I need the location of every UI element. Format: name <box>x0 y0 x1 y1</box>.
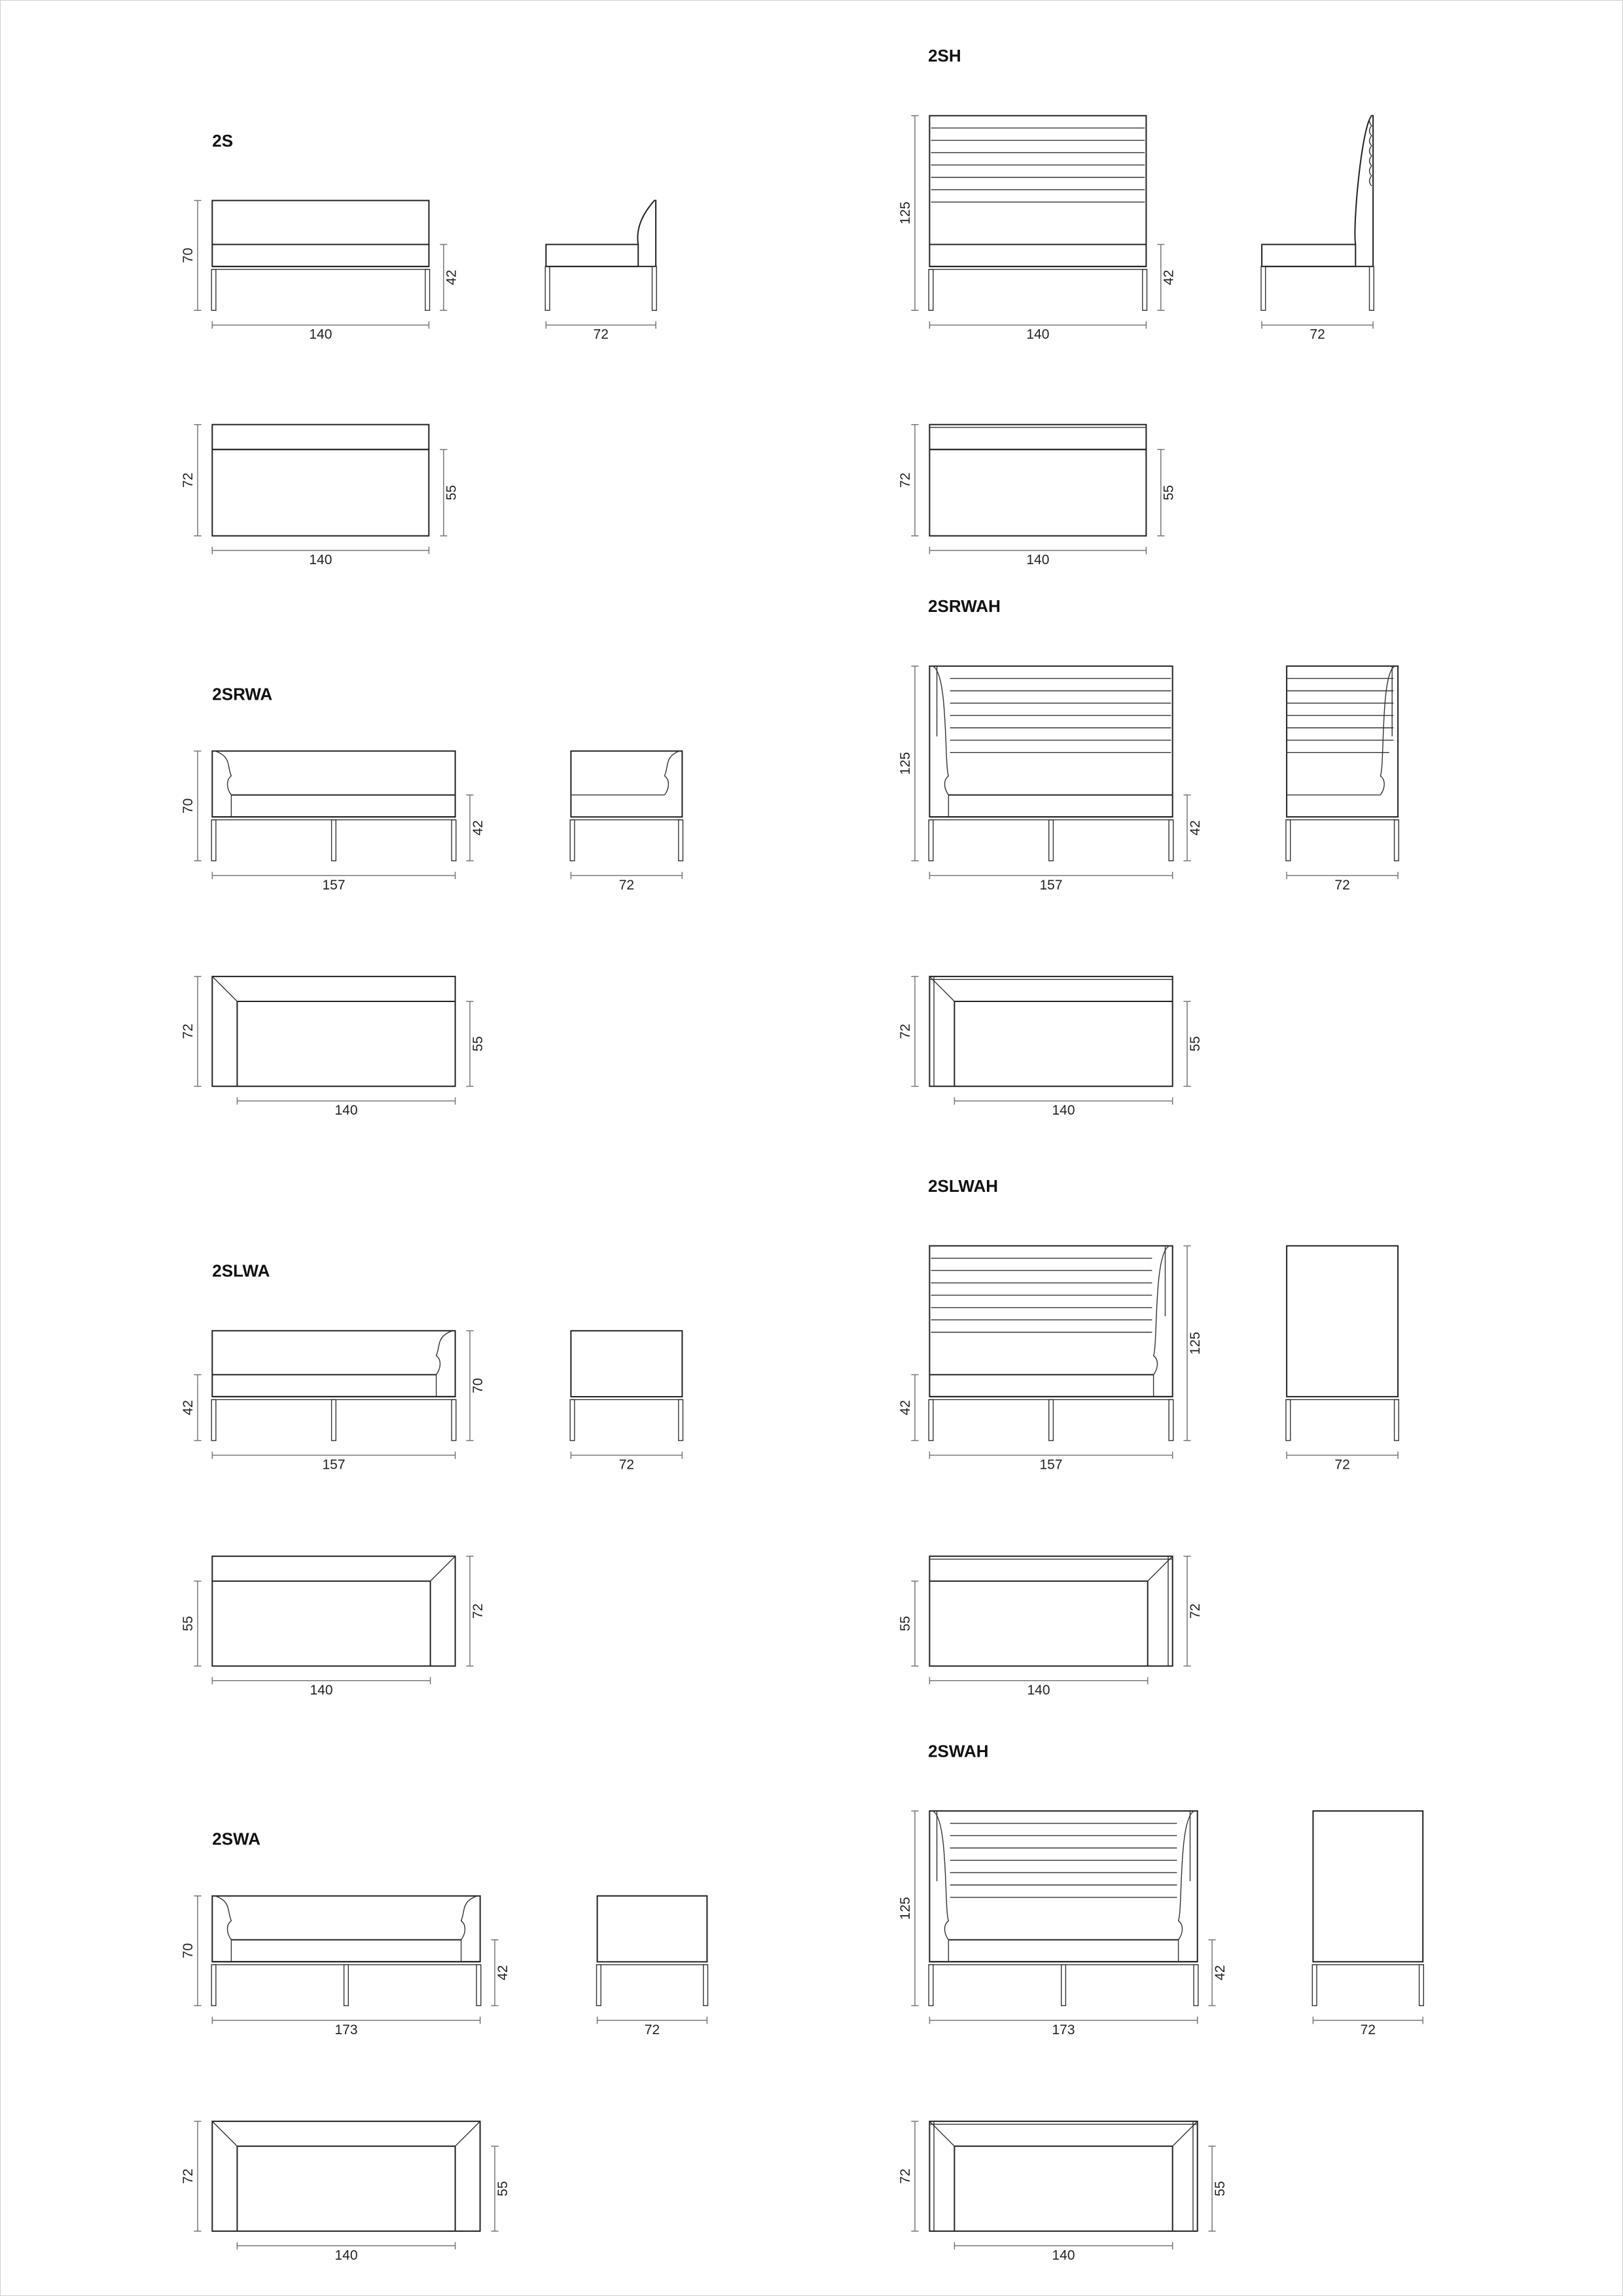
top-outline <box>212 2121 480 2231</box>
top-width-dimension: 140 <box>1026 552 1050 568</box>
top-view <box>181 2121 510 2263</box>
leg <box>1049 1399 1054 1441</box>
side-depth-dimension: 72 <box>1360 2022 1376 2037</box>
seat-depth-dimension: 55 <box>1188 1036 1204 1052</box>
leg <box>929 1965 933 2006</box>
leg <box>1061 1965 1066 2006</box>
top-outline <box>929 1556 1172 1666</box>
leg <box>425 270 430 311</box>
top-width-dimension: 140 <box>1027 1683 1050 1698</box>
top-width-dimension: 140 <box>1052 2248 1075 2263</box>
side-view <box>1261 116 1374 342</box>
body-outline <box>929 1246 1172 1397</box>
leg <box>929 270 933 311</box>
top-view <box>181 977 486 1118</box>
leg <box>1169 1399 1173 1441</box>
side-leg <box>1261 266 1266 310</box>
model-title: 2SLWAH <box>928 1175 999 1196</box>
seat-height-dimension: 42 <box>1188 820 1204 836</box>
total-height-dimension: 70 <box>181 1943 196 1959</box>
side-depth-dimension: 72 <box>1334 877 1350 893</box>
leg <box>211 1965 216 2006</box>
seat-depth-dimension: 55 <box>898 1615 914 1632</box>
front-width-dimension: 157 <box>322 1457 346 1473</box>
side-leg <box>652 266 657 310</box>
seat-depth-dimension: 55 <box>495 2181 511 2197</box>
side-view <box>1312 1811 1423 2037</box>
armrest-curve <box>461 1896 478 1940</box>
side-backrest <box>637 200 656 266</box>
armrest-curve <box>933 666 949 795</box>
body-outline <box>929 666 1172 817</box>
side-leg <box>597 1965 601 2006</box>
side-leg <box>1312 1965 1317 2006</box>
side-depth-dimension: 72 <box>618 1457 635 1473</box>
top-view <box>181 425 459 568</box>
top-outline <box>212 977 455 1086</box>
side-view <box>1286 666 1399 893</box>
top-outline <box>929 2121 1197 2231</box>
front-view <box>898 666 1203 893</box>
model-2sh <box>898 46 1374 567</box>
side-leg <box>679 820 683 861</box>
side-seat <box>1262 245 1355 267</box>
total-height-dimension: 125 <box>898 1897 914 1920</box>
top-depth-dimension: 72 <box>181 473 196 488</box>
front-width-dimension: 173 <box>334 2022 358 2037</box>
front-view <box>181 751 486 893</box>
leg <box>452 820 456 861</box>
side-leg <box>1370 266 1374 310</box>
leg <box>929 1399 933 1441</box>
side-leg <box>1286 820 1291 861</box>
model-title: 2SRWA <box>212 684 273 704</box>
seat-depth-dimension: 55 <box>1161 485 1177 501</box>
side-seat <box>546 245 638 267</box>
model-2srwah <box>898 596 1399 1118</box>
side-slat-profile <box>1370 116 1372 186</box>
seat-height-dimension: 42 <box>1161 270 1177 285</box>
top-depth-dimension: 72 <box>898 2168 914 2184</box>
side-leg <box>679 1399 683 1441</box>
side-view <box>597 1896 708 2037</box>
front-view <box>898 1246 1203 1473</box>
seat-depth-dimension: 55 <box>1213 2181 1228 2197</box>
side-outline <box>1313 1811 1423 1962</box>
model-title: 2S <box>212 130 234 151</box>
side-leg <box>570 1399 575 1441</box>
top-arm-diagonal <box>212 977 237 1001</box>
leg <box>1143 270 1147 311</box>
side-outline <box>571 751 682 817</box>
body-outline <box>929 1811 1197 1962</box>
top-arm-diagonal <box>1173 2121 1198 2146</box>
side-leg <box>570 820 575 861</box>
model-2slwa <box>181 1261 683 1698</box>
front-width-dimension: 140 <box>309 327 332 342</box>
total-height-dimension: 70 <box>181 247 196 263</box>
total-height-dimension: 125 <box>898 201 914 225</box>
leg <box>211 1399 216 1441</box>
front-view <box>898 116 1177 342</box>
body-outline <box>212 200 429 266</box>
model-title: 2SRWAH <box>928 596 1001 617</box>
leg <box>332 1399 336 1441</box>
side-depth-dimension: 72 <box>618 877 635 893</box>
top-view <box>898 977 1203 1118</box>
top-depth-dimension: 72 <box>898 1024 914 1039</box>
top-view <box>181 1556 486 1698</box>
seat-height-dimension: 42 <box>898 1400 914 1416</box>
top-arm-diagonal <box>212 2121 237 2146</box>
top-width-dimension: 140 <box>309 552 332 568</box>
model-title: 2SH <box>928 46 961 66</box>
side-view <box>570 1331 683 1472</box>
total-height-dimension: 125 <box>898 751 914 776</box>
armrest-curve <box>437 1331 453 1374</box>
leg <box>476 1965 481 2006</box>
leg <box>211 270 216 311</box>
side-view <box>570 751 683 893</box>
model-title: 2SLWA <box>212 1261 270 1281</box>
seat-height-dimension: 42 <box>444 270 459 285</box>
top-arm-diagonal <box>929 2121 954 2146</box>
top-outline <box>212 1556 455 1666</box>
armrest-curve <box>1154 1246 1170 1375</box>
side-depth-dimension: 72 <box>1310 327 1325 342</box>
top-view <box>898 2121 1228 2263</box>
model-title: 2SWA <box>212 1829 260 1849</box>
seat-height-dimension: 42 <box>181 1400 196 1416</box>
top-arm-diagonal <box>431 1556 455 1581</box>
top-arm-diagonal <box>929 977 954 1001</box>
model-2srwa <box>181 684 683 1118</box>
front-width-dimension: 173 <box>1052 2022 1075 2037</box>
top-depth-dimension: 72 <box>181 1024 196 1039</box>
seat-height-dimension: 42 <box>495 1965 511 1981</box>
leg <box>929 820 933 861</box>
front-view <box>181 1896 510 2037</box>
seat-depth-dimension: 55 <box>444 485 459 501</box>
armrest-curve <box>1380 666 1395 795</box>
top-outline <box>929 425 1146 536</box>
front-width-dimension: 157 <box>322 877 346 893</box>
top-depth-dimension: 72 <box>898 473 914 488</box>
armrest-curve <box>1179 1811 1195 1940</box>
model-2swa <box>181 1829 707 2263</box>
side-depth-dimension: 72 <box>644 2022 660 2037</box>
side-outline <box>1287 1246 1398 1397</box>
top-depth-dimension: 72 <box>181 2168 196 2184</box>
body-outline <box>212 1331 455 1397</box>
top-width-dimension: 140 <box>1052 1103 1075 1119</box>
side-depth-dimension: 72 <box>1334 1457 1350 1473</box>
side-leg <box>1395 820 1399 861</box>
leg <box>211 820 216 861</box>
front-view <box>181 1331 486 1472</box>
front-width-dimension: 157 <box>1039 1457 1063 1473</box>
front-view <box>181 200 459 342</box>
top-depth-dimension: 72 <box>1188 1603 1204 1619</box>
body-outline <box>212 1896 480 1962</box>
model-2swah <box>898 1741 1423 2263</box>
seat-depth-dimension: 55 <box>181 1615 196 1632</box>
side-view <box>545 200 656 342</box>
front-width-dimension: 140 <box>1026 327 1050 342</box>
total-height-dimension: 70 <box>470 1378 486 1393</box>
top-view <box>898 425 1177 568</box>
top-width-dimension: 140 <box>334 2248 358 2263</box>
armrest-curve <box>215 751 232 795</box>
leg <box>344 1965 349 2006</box>
side-view <box>1286 1246 1399 1473</box>
leg <box>1049 820 1054 861</box>
total-height-dimension: 70 <box>181 798 196 814</box>
top-outline <box>929 977 1172 1086</box>
top-arm-diagonal <box>455 2121 480 2146</box>
top-width-dimension: 140 <box>334 1103 358 1119</box>
top-depth-dimension: 72 <box>470 1603 486 1619</box>
leg <box>452 1399 456 1441</box>
armrest-curve <box>215 1896 232 1940</box>
armrest-curve <box>933 1811 949 1940</box>
front-width-dimension: 157 <box>1039 877 1063 893</box>
model-2slwah <box>898 1176 1399 1698</box>
side-leg <box>1286 1399 1291 1441</box>
model-2s <box>181 131 656 567</box>
armrest-curve <box>665 751 679 795</box>
side-leg <box>545 266 550 310</box>
seat-height-dimension: 42 <box>1213 1965 1228 1981</box>
side-outline <box>597 1896 707 1962</box>
body-outline <box>212 751 455 817</box>
top-arm-diagonal <box>1148 1556 1173 1581</box>
side-leg <box>1395 1399 1399 1441</box>
top-view <box>898 1556 1203 1698</box>
seat-height-dimension: 42 <box>470 820 486 836</box>
side-leg <box>704 1965 708 2006</box>
top-width-dimension: 140 <box>310 1683 333 1698</box>
top-outline <box>212 425 429 536</box>
model-title: 2SWAH <box>928 1741 989 1761</box>
side-outline <box>571 1331 682 1397</box>
front-view <box>898 1811 1228 2037</box>
side-depth-dimension: 72 <box>593 327 609 342</box>
leg <box>332 820 336 861</box>
total-height-dimension: 125 <box>1188 1331 1204 1355</box>
seat-depth-dimension: 55 <box>470 1036 486 1052</box>
side-leg <box>1419 1965 1424 2006</box>
leg <box>1169 820 1173 861</box>
leg <box>1194 1965 1198 2006</box>
